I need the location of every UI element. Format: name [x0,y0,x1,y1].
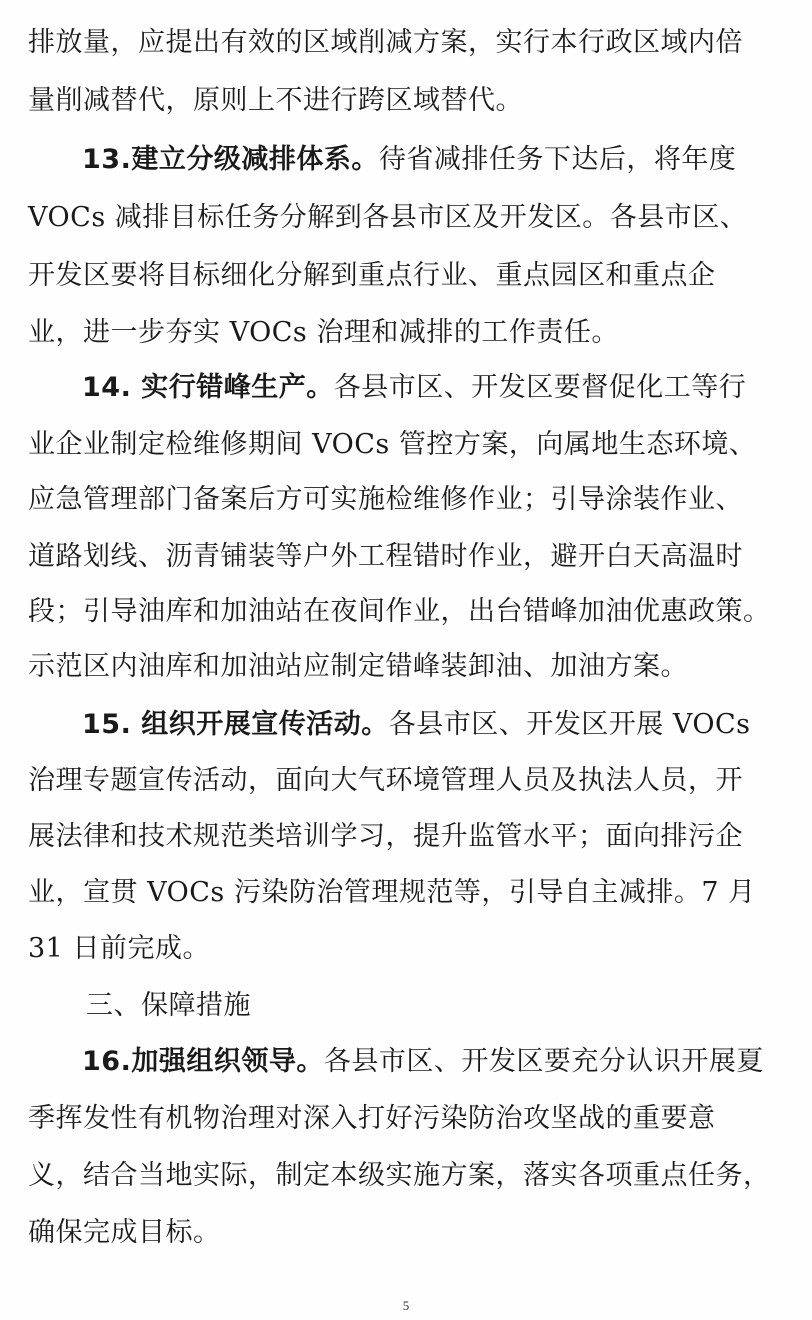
item-14-line2: 业企业制定检维修期间 VOCs 管控方案，向属地生态环境、 [28,429,757,460]
item-16-line1-rest: 各县市区、开发区要充分认识开展夏 [323,1046,764,1077]
text-line [28,1216,788,1250]
text-line [28,595,788,629]
item-15-line1-rest: 各县市区、开发区开展 VOCs [388,709,751,740]
item-14-first-line [82,371,812,405]
text-line [28,316,788,350]
text-line [28,483,788,517]
item-13-line4: 业，进一步夯实 VOCs 治理和减排的工作责任。 [28,317,619,348]
item-16-first-line [82,1045,812,1079]
text-line [28,259,788,293]
item-16-line3: 义，结合当地实际，制定本级实施方案，落实各项重点任务， [28,1160,771,1191]
text-line [28,84,788,118]
p12-line2: 量削减替代，原则上不进行跨区域替代。 [28,85,523,116]
item-13-first-line [82,143,812,177]
text-line [28,932,788,966]
item-15-line3: 展法律和技术规范类培训学习，提升监管水平；面向排污企 [28,821,743,852]
text-line [28,820,788,854]
item-14-line6: 示范区内油库和加油站应制定错峰装卸油、加油方案。 [28,651,688,682]
item-14-heading: 14. 实行错峰生产。 [82,372,334,403]
item-13-line1-rest: 待省减排任务下达后，将年度 [378,144,737,175]
text-line [28,201,788,235]
item-15-first-line [82,708,812,742]
text-line [28,540,788,574]
text-line [28,764,788,798]
item-13-line3: 开发区要将目标细化分解到重点行业、重点园区和重点企 [28,260,716,291]
item-16-heading: 16.加强组织领导。 [82,1046,324,1077]
section-3-heading: 三、保障措施 [86,990,251,1021]
text-line [28,428,788,462]
p12-line1: 排放量，应提出有效的区域削减方案，实行本行政区域内倍 [28,27,743,58]
item-14-line3: 应急管理部门备案后方可实施检维修作业；引导涂装作业、 [28,484,743,515]
text-line [28,650,788,684]
item-14-line1-rest: 各县市区、开发区要督促化工等行 [333,372,747,403]
item-13-line2: VOCs 减排目标任务分解到各县市区及开发区。各县市区、 [28,202,748,233]
item-14-line4: 道路划线、沥青铺装等户外工程错时作业，避开白天高温时 [28,541,743,572]
item-15-heading: 15. 组织开展宣传活动。 [82,709,389,740]
page-number: 5 [402,1298,410,1313]
item-15-line2: 治理专题宣传活动，面向大气环境管理人员及执法人员，开 [28,765,743,796]
item-13-heading: 13.建立分级减排体系。 [82,144,379,175]
text-line [28,26,788,60]
item-15-line5: 31 日前完成。 [28,933,210,964]
item-16-line4: 确保完成目标。 [28,1217,221,1248]
text-line [28,876,788,910]
item-16-line2: 季挥发性有机物治理对深入打好污染防治攻坚战的重要意 [28,1103,716,1134]
item-15-line4: 业，宣贯 VOCs 污染防治管理规范等，引导自主减排。7 月 [28,877,756,908]
text-line [28,1102,788,1136]
item-14-line5: 段；引导油库和加油站在夜间作业，出台错峰加油优惠政策。 [28,596,771,627]
text-line [28,1159,788,1193]
section-heading [86,989,812,1023]
